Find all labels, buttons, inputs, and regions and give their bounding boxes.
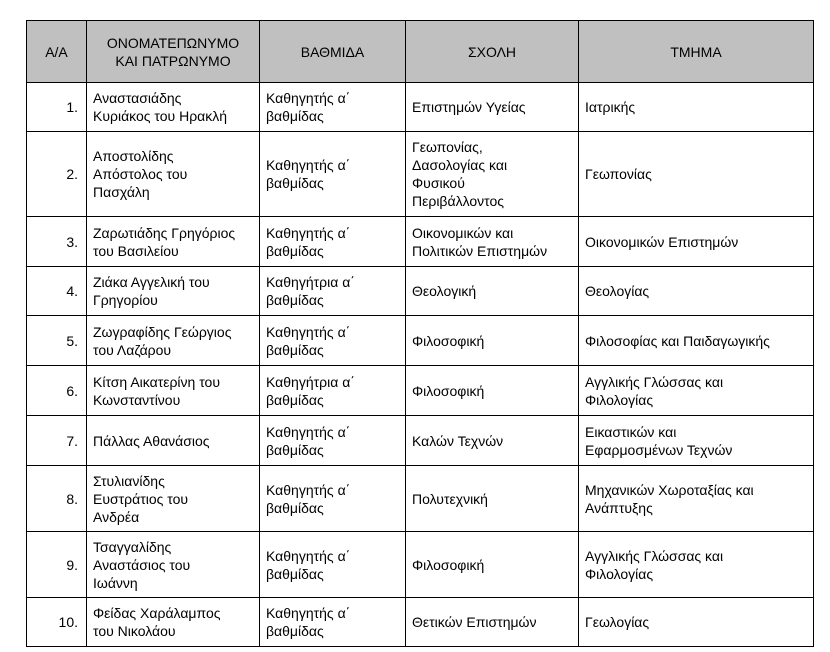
cell-name-line: Γρηγορίου xyxy=(93,292,158,308)
cell-rank-line: Καθηγητής α΄ xyxy=(266,547,351,564)
cell-department xyxy=(579,366,814,416)
cell-department-line: Αγγλικής Γλώσσας και xyxy=(585,373,724,390)
cell-number: 1. xyxy=(27,83,87,132)
cell-school-line: Γεωπονίας, xyxy=(412,139,483,155)
header-name-line1: ΟΝΟΜΑΤΕΠΩΝΥΜΟ xyxy=(106,34,240,51)
cell-name xyxy=(87,132,260,217)
cell-rank-line: βαθμίδας xyxy=(266,341,324,358)
cell-department xyxy=(579,532,814,598)
cell-department-line: Γεωπονίας xyxy=(585,166,652,182)
header-aa: Α/Α xyxy=(27,21,87,83)
cell-department-line: Αγγλικής Γλώσσας και xyxy=(585,547,724,564)
cell-department xyxy=(579,416,814,466)
header-name xyxy=(87,21,260,83)
cell-rank xyxy=(260,598,406,647)
cell-school-line: Καλών Τεχνών xyxy=(412,432,504,449)
cell-rank xyxy=(260,132,406,217)
cell-school xyxy=(406,83,579,132)
cell-name-line: του Νικολάου xyxy=(93,623,176,639)
cell-name-line: Αποστολίδης xyxy=(93,148,174,164)
cell-rank-line: Καθηγητής α΄ xyxy=(266,423,351,440)
cell-number: 9. xyxy=(27,532,87,598)
header-department: ΤΜΗΜΑ xyxy=(579,21,814,83)
cell-name-line: Ζωγραφίδης Γεώργιος xyxy=(93,323,232,340)
cell-school xyxy=(406,598,579,647)
cell-department-line: Ανάπτυξης xyxy=(585,499,653,516)
cell-name xyxy=(87,598,260,647)
table-row xyxy=(27,132,814,217)
table-row xyxy=(27,466,814,532)
cell-department xyxy=(579,466,814,532)
header-school: ΣΧΟΛΗ xyxy=(406,21,579,83)
cell-name xyxy=(87,532,260,598)
cell-school-line: Θεολογική xyxy=(412,283,477,299)
cell-rank xyxy=(260,267,406,316)
cell-school xyxy=(406,416,579,466)
cell-name xyxy=(87,217,260,267)
cell-name-line: Κωνσταντίνου xyxy=(93,391,181,408)
cell-school-line: Επιστημών Υγείας xyxy=(412,99,526,115)
cell-department-line: Φιλολογίας xyxy=(585,565,654,582)
cell-rank-line: βαθμίδας xyxy=(266,623,324,639)
header-name-line2: ΚΑΙ ΠΑΤΡΩΝΥΜΟ xyxy=(115,52,231,69)
cell-rank-line: βαθμίδας xyxy=(266,292,324,308)
cell-number: 10. xyxy=(27,598,87,647)
cell-school-line: Πολιτικών Επιστημών xyxy=(412,242,548,259)
cell-rank-line: Καθηγητής α΄ xyxy=(266,323,351,340)
cell-rank-line: βαθμίδας xyxy=(266,499,324,516)
cell-department xyxy=(579,217,814,267)
cell-rank-line: βαθμίδας xyxy=(266,242,324,259)
cell-school-line: Δασολογίας και xyxy=(412,157,508,173)
cell-department-line: Εικαστικών και xyxy=(585,423,677,440)
cell-name-line: Στυλιανίδης xyxy=(93,472,165,489)
cell-number: 4. xyxy=(27,267,87,316)
cell-number: 6. xyxy=(27,366,87,416)
cell-rank xyxy=(260,83,406,132)
cell-school xyxy=(406,366,579,416)
cell-name xyxy=(87,267,260,316)
cell-department-line: Ιατρικής xyxy=(585,99,636,115)
cell-rank xyxy=(260,366,406,416)
cell-rank-line: Καθηγητής α΄ xyxy=(266,481,351,498)
table-row xyxy=(27,217,814,267)
cell-school xyxy=(406,316,579,366)
cell-department-line: Θεολογίας xyxy=(585,283,650,299)
cell-school xyxy=(406,466,579,532)
cell-name-line: Απόστολος του xyxy=(93,166,188,182)
cell-rank-line: Καθηγητής α΄ xyxy=(266,157,351,173)
cell-department-line: Γεωλογίας xyxy=(585,614,650,630)
cell-rank xyxy=(260,416,406,466)
cell-number: 3. xyxy=(27,217,87,267)
table-row xyxy=(27,532,814,598)
cell-school-line: Φιλοσοφική xyxy=(412,382,485,399)
cell-name-line: Αναστασιάδης xyxy=(93,90,182,106)
cell-department xyxy=(579,83,814,132)
cell-name-line: Πάλλας Αθανάσιος xyxy=(93,432,210,449)
cell-number: 8. xyxy=(27,466,87,532)
cell-rank-line: Καθηγήτρια α΄ xyxy=(266,373,355,390)
cell-name xyxy=(87,466,260,532)
cell-school xyxy=(406,532,579,598)
cell-department-line: Φιλολογίας xyxy=(585,391,654,408)
cell-number: 2. xyxy=(27,132,87,217)
faculty-table xyxy=(26,20,814,647)
cell-rank-line: βαθμίδας xyxy=(266,565,324,582)
cell-department xyxy=(579,598,814,647)
cell-name xyxy=(87,366,260,416)
table-row xyxy=(27,416,814,466)
table-row xyxy=(27,83,814,132)
cell-name-line: Ιωάννη xyxy=(93,574,138,591)
table-body xyxy=(27,83,814,647)
cell-number: 7. xyxy=(27,416,87,466)
cell-school-line: Θετικών Επιστημών xyxy=(412,614,537,630)
cell-name-line: Ευστράτιος του xyxy=(93,490,189,507)
table-row xyxy=(27,267,814,316)
cell-rank xyxy=(260,532,406,598)
header-row xyxy=(27,21,814,83)
cell-name xyxy=(87,416,260,466)
cell-name xyxy=(87,83,260,132)
cell-department-line: Φιλοσοφίας και Παιδαγωγικής xyxy=(585,332,770,349)
cell-school xyxy=(406,132,579,217)
cell-name-line: Πασχάλη xyxy=(93,184,150,200)
cell-name-line: Ζιάκα Αγγελική του xyxy=(93,274,210,290)
cell-rank-line: βαθμίδας xyxy=(266,175,324,191)
cell-name-line: Αναστάσιος του xyxy=(93,556,191,573)
cell-name-line: Τσαγγαλίδης xyxy=(93,538,172,555)
cell-department-line: Μηχανικών Χωροταξίας και xyxy=(585,481,754,498)
table-row xyxy=(27,316,814,366)
cell-rank xyxy=(260,217,406,267)
cell-name-line: Ζαρωτιάδης Γρηγόριος xyxy=(93,224,236,241)
table-row xyxy=(27,366,814,416)
header-rank: ΒΑΘΜΙΔΑ xyxy=(260,21,406,83)
cell-name-line: Κυριάκος του Ηρακλή xyxy=(93,108,228,124)
cell-department-line: Εφαρμοσμένων Τεχνών xyxy=(585,441,733,458)
cell-name-line: Φείδας Χαράλαμπος xyxy=(93,605,221,621)
cell-school-line: Περιβάλλοντος xyxy=(412,193,505,209)
cell-department-line: Οικονομικών Επιστημών xyxy=(585,233,739,250)
cell-school xyxy=(406,267,579,316)
cell-number: 5. xyxy=(27,316,87,366)
cell-school-line: Φιλοσοφική xyxy=(412,556,485,573)
cell-department xyxy=(579,316,814,366)
cell-rank-line: βαθμίδας xyxy=(266,391,324,408)
cell-rank-line: Καθηγητής α΄ xyxy=(266,605,351,621)
cell-name-line: του Λαζάρου xyxy=(93,341,172,358)
cell-rank xyxy=(260,316,406,366)
cell-name-line: του Βασιλείου xyxy=(93,242,179,259)
cell-rank-line: βαθμίδας xyxy=(266,441,324,458)
cell-rank-line: Καθηγητής α΄ xyxy=(266,90,351,106)
table-row xyxy=(27,598,814,647)
cell-school-line: Φιλοσοφική xyxy=(412,332,485,349)
cell-school xyxy=(406,217,579,267)
cell-name xyxy=(87,316,260,366)
cell-department xyxy=(579,132,814,217)
cell-rank-line: Καθηγήτρια α΄ xyxy=(266,274,355,290)
cell-rank-line: Καθηγητής α΄ xyxy=(266,224,351,241)
cell-department xyxy=(579,267,814,316)
cell-school-line: Φυσικού xyxy=(412,175,465,191)
cell-school-line: Οικονομικών και xyxy=(412,224,514,241)
cell-rank xyxy=(260,466,406,532)
cell-name-line: Κίτση Αικατερίνη του xyxy=(93,373,220,390)
cell-name-line: Ανδρέα xyxy=(93,508,140,525)
cell-school-line: Πολυτεχνική xyxy=(412,490,488,507)
cell-rank-line: βαθμίδας xyxy=(266,108,324,124)
